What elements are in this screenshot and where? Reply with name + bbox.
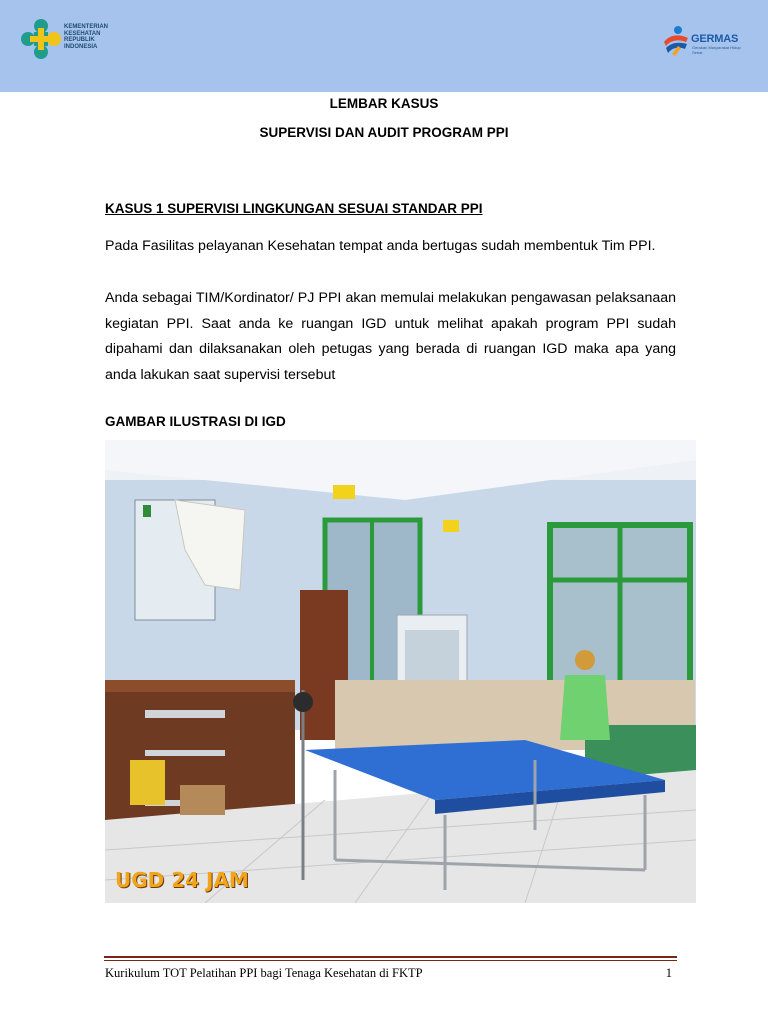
ministry-name xyxy=(64,24,124,50)
case-paragraph-2: Anda sebagai TIM/Kordinator/ PJ PPI akan memulai melakukan pengawasan pelaksanaan kegiatan PPI. Saat anda ke ruangan IGD untuk melihat apakah program PPI sudah dipahami dan dilaksanakan oleh petugas yang berada di ruangan IGD maka apa yang anda lakukan saat supervisi tersebut xyxy=(105,290,676,383)
footer-text: Kurikulum TOT Pelatihan PPI bagi Tenaga Kesehatan di FKTP xyxy=(105,966,423,980)
kemenkes-logo-icon xyxy=(20,18,62,60)
ministry-line: KEMENTERIAN xyxy=(64,24,109,30)
document-title: LEMBAR KASUS xyxy=(329,96,439,111)
photo-caption: UGD 24 JAM xyxy=(115,868,249,892)
germas-logo-icon xyxy=(660,24,690,58)
page-number: 1 xyxy=(665,966,672,980)
document-subtitle: SUPERVISI DAN AUDIT PROGRAM PPI xyxy=(259,125,509,140)
figure-heading: GAMBAR ILUSTRASI DI IGD xyxy=(105,414,286,429)
ministry-line: INDONESIA xyxy=(64,43,98,50)
footer-divider xyxy=(104,956,677,958)
igd-photo xyxy=(105,440,696,903)
germas-tagline: Gerakan Masyarakat Hidup Sehat xyxy=(692,45,741,55)
case-paragraph-1: Pada Fasilitas pelayanan Kesehatan tempat anda bertugas sudah membentuk Tim PPI. xyxy=(105,238,656,254)
ministry-line: KESEHATAN xyxy=(64,30,101,37)
page-header xyxy=(0,0,768,92)
germas-name: GERMAS xyxy=(691,33,739,45)
case-heading: KASUS 1 SUPERVISI LINGKUNGAN SESUAI STANDAR PPI xyxy=(105,201,483,216)
footer-divider xyxy=(104,960,677,961)
ministry-line: REPUBLIK xyxy=(64,37,95,43)
igd-room-illustration xyxy=(105,440,696,903)
